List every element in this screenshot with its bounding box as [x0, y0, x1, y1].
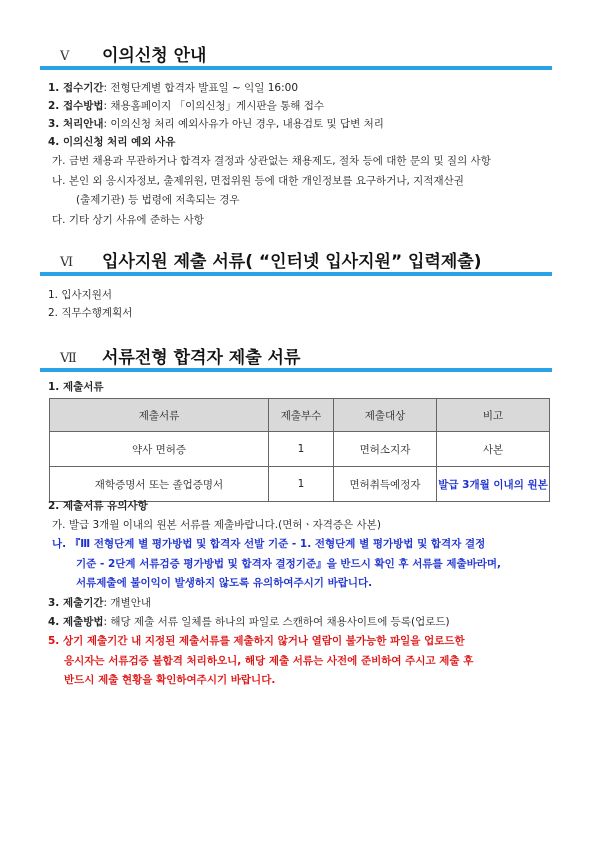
required-doc-item: 2. 직무수행계획서 [48, 307, 133, 319]
table-row [50, 467, 550, 502]
appeal-processing: 3. 처리안내: 이의신청 처리 예외사유가 아닌 경우, 내용검토 및 답변 처리 [48, 118, 384, 130]
submission-period: 3. 제출기간: 개별안내 [48, 597, 151, 609]
table-header-cell: 제출대상 [334, 399, 437, 432]
submission-warning-cont: 반드시 제출 현황을 확인하여주시기 바랍니다. [64, 674, 276, 686]
section-title: 입사지원 제출 서류( “인터넷 입사지원” 입력제출) [102, 252, 482, 272]
submission-docs-table [49, 398, 550, 502]
section-5-header [40, 40, 552, 70]
note-evaluation-criteria: 나. 『Ⅲ 전형단계 별 평가방법 및 합격자 선발 기준 - 1. 전형단계 별 평가방법 및 합격자 결정 [52, 538, 486, 550]
required-doc-item: 1. 입사지원서 [48, 289, 113, 301]
section-number: Ⅵ [60, 255, 74, 270]
submission-docs-heading: 1. 제출서류 [48, 381, 104, 393]
exception-item: 다. 기타 상기 사유에 준하는 사항 [52, 214, 204, 226]
appeal-method: 2. 접수방법: 채용홈페이지 「이의신청」게시판을 통해 접수 [48, 100, 324, 112]
appeal-exceptions-heading: 4. 이의신청 처리 예외 사유 [48, 136, 176, 148]
table-header-cell: 제출부수 [269, 399, 334, 432]
table-cell: 면허소지자 [334, 432, 437, 467]
section-title: 이의신청 안내 [102, 46, 207, 66]
table-cell: 면허취득예정자 [334, 467, 437, 502]
note-original-docs: 가. 발급 3개월 이내의 원본 서류를 제출바랍니다.(면허ㆍ자격증은 사본) [52, 519, 381, 531]
section-6-header [40, 246, 552, 276]
appeal-period: 1. 접수기간: 전형단계별 합격자 발표일 ~ 익일 16:00 [48, 82, 299, 94]
section-number: Ⅶ [60, 351, 77, 366]
exception-item-continued: (출제기관) 등 법령에 저촉되는 경우 [76, 194, 240, 206]
section-number: Ⅴ [60, 49, 70, 64]
table-row [50, 432, 550, 467]
table-header-cell: 제출서류 [50, 399, 269, 432]
note-evaluation-criteria-cont: 기준 - 2단계 서류검증 평가방법 및 합격자 결정기준』을 반드시 확인 후 서류를 제출바라며, [76, 558, 502, 570]
title-underline [40, 272, 552, 276]
title-underline [40, 66, 552, 70]
section-title: 서류전형 합격자 제출 서류 [102, 348, 301, 368]
table-header-row [50, 399, 550, 432]
table-cell: 재학증명서 또는 졸업증명서 [50, 467, 269, 502]
table-cell: 발급 3개월 이내의 원본 [437, 467, 550, 502]
exception-item: 가. 금번 채용과 무관하거나 합격자 결정과 상관없는 채용제도, 절차 등에 대한 문의 및 질의 사항 [52, 155, 491, 167]
table-cell: 사본 [437, 432, 550, 467]
title-underline [40, 368, 552, 372]
note-evaluation-criteria-cont: 서류제출에 불이익이 발생하지 않도록 유의하여주시기 바랍니다. [76, 577, 373, 589]
table-cell: 1 [269, 432, 334, 467]
table-cell: 약사 면허증 [50, 432, 269, 467]
table-cell: 1 [269, 467, 334, 502]
submission-warning-cont: 응시자는 서류검증 불합격 처리하오니, 해당 제출 서류는 사전에 준비하여 주시고 제출 후 [64, 655, 474, 667]
submission-method: 4. 제출방법: 해당 제출 서류 일체를 하나의 파일로 스캔하여 채용사이트에 등록(업로드) [48, 616, 450, 628]
submission-notes-heading: 2. 제출서류 유의사항 [48, 500, 148, 512]
table-header-cell: 비고 [437, 399, 550, 432]
exception-item: 나. 본인 외 응시자정보, 출제위원, 면접위원 등에 대한 개인정보를 요구하거나, 지적재산권 [52, 175, 464, 187]
section-7-header [40, 342, 552, 372]
submission-warning: 5. 상기 제출기간 내 지정된 제출서류를 제출하지 않거나 열람이 불가능한 파일을 업로드한 [48, 635, 465, 647]
